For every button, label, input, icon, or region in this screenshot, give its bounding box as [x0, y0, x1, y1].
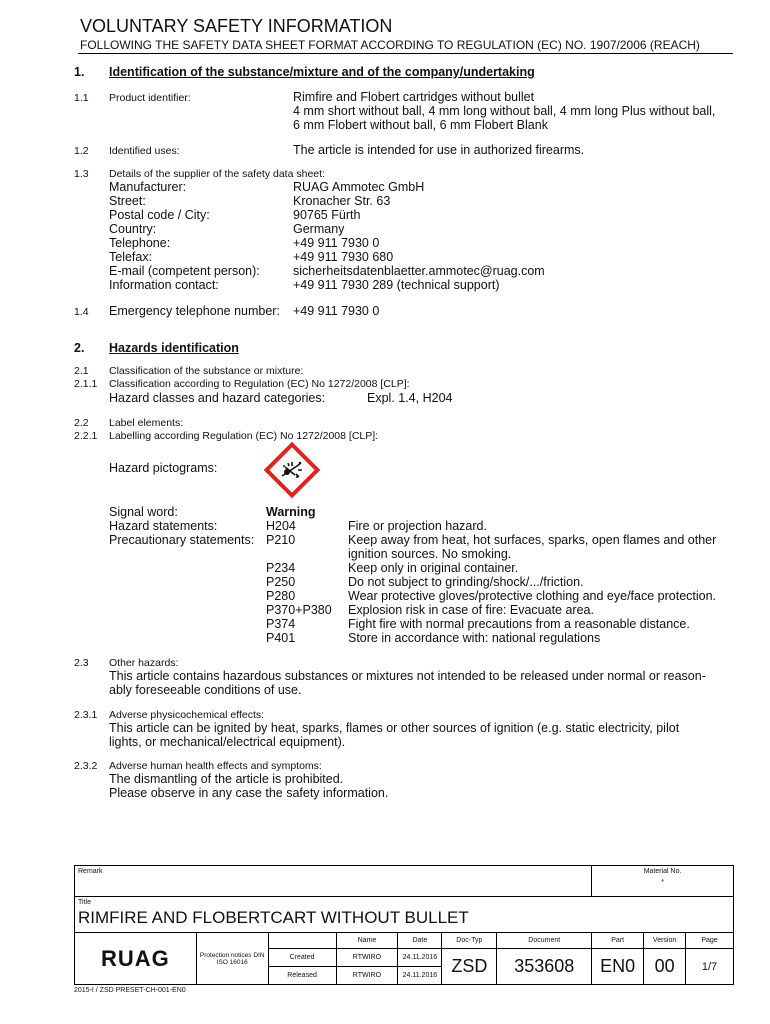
explosive-pictogram-icon: [262, 440, 322, 500]
statement-text: Keep away from heat, hot surfaces, sparks, open flames and other: [348, 533, 717, 547]
supplier-value: 90765 Fürth: [293, 208, 361, 222]
p11-number: 1.1: [74, 92, 89, 104]
col-part: Part: [592, 933, 644, 949]
title-label: Title: [78, 899, 91, 906]
col-name: Name: [336, 933, 398, 949]
title-cell: [75, 897, 734, 933]
remark-label: Remark: [78, 868, 103, 875]
p221-number: 2.2.1: [74, 430, 98, 442]
p232-number: 2.3.2: [74, 760, 98, 772]
supplier-email: sicherheitsdatenblaetter.ammotec@ruag.com: [293, 264, 545, 278]
hazard-statements-label: Hazard statements:: [109, 519, 218, 533]
hazard-class-value: Expl. 1.4, H204: [367, 391, 453, 405]
supplier-label: Manufacturer:: [109, 180, 187, 194]
material-value: *: [661, 879, 664, 886]
protection-notice: Protection notices DIN ISO 16016: [196, 933, 268, 985]
precautionary-statements-label: Precautionary statements:: [109, 533, 255, 547]
p11-value-line: 6 mm Flobert without ball, 6 mm Flobert Blank: [293, 118, 548, 132]
supplier-label: Information contact:: [109, 278, 219, 292]
p221-label: Labelling according Regulation (EC) No 1272/2008 [CLP]:: [109, 430, 379, 442]
p13-label: Details of the supplier of the safety data sheet:: [109, 168, 325, 180]
p23-text-line: This article contains hazardous substances or mixtures not intended to be released under normal or reason-: [109, 669, 706, 683]
remark-cell: [75, 866, 592, 897]
p11-value-line: 4 mm short without ball, 4 mm long without ball, 4 mm long Plus without ball,: [293, 104, 716, 118]
statement-code: P374: [266, 617, 296, 631]
supplier-label: E-mail (competent person):: [109, 264, 260, 278]
statement-code: P210: [266, 533, 296, 547]
p22-number: 2.2: [74, 417, 89, 429]
p232-text-line: Please observe in any case the safety information.: [109, 786, 389, 800]
statement-code: P234: [266, 561, 296, 575]
logo-cell: [75, 933, 197, 985]
supplier-value: RUAG Ammotec GmbH: [293, 180, 425, 194]
p232-label: Adverse human health effects and symptoms:: [109, 760, 322, 772]
section-2-number: 2.: [74, 341, 85, 355]
statement-text: Keep only in original container.: [348, 561, 519, 575]
p231-label: Adverse physicochemical effects:: [109, 709, 265, 721]
released-name: RTWIRO: [336, 967, 398, 985]
col-page: Page: [686, 933, 734, 949]
p23-number: 2.3: [74, 657, 89, 669]
supplier-label: Country:: [109, 222, 157, 236]
p12-number: 1.2: [74, 145, 89, 157]
statement-text: ignition sources. No smoking.: [348, 547, 512, 561]
p11-value-line: Rimfire and Flobert cartridges without bullet: [293, 90, 535, 104]
statement-code: P250: [266, 575, 296, 589]
hazard-class-label: Hazard classes and hazard categories:: [109, 391, 326, 405]
section-1-number: 1.: [74, 65, 85, 79]
statement-text: Wear protective gloves/protective clothing and eye/face protection.: [348, 589, 717, 603]
document-number: 353608: [497, 949, 592, 985]
col-document: Document: [497, 933, 592, 949]
statement-code: P401: [266, 631, 296, 645]
supplier-label: Postal code / City:: [109, 208, 210, 222]
footer-title: RIMFIRE AND FLOBERTCART WITHOUT BULLET: [78, 908, 469, 927]
p12-label: Identified uses:: [109, 145, 180, 157]
p12-value: The article is intended for use in authorized firearms.: [293, 143, 585, 157]
p21-label: Classification of the substance or mixture:: [109, 365, 304, 377]
statement-text: Do not subject to grinding/shock/.../friction.: [348, 575, 584, 589]
section-2-heading: Hazards identification: [109, 341, 239, 355]
part-value: EN0: [592, 949, 644, 985]
p231-text-line: This article can be ignited by heat, sparks, flames or other sources of ignition (e.g. static electricity, pilot: [109, 721, 680, 735]
supplier-value: +49 911 7930 680: [293, 250, 394, 264]
p231-text-line: lights, or mechanical/electrical equipment).: [109, 735, 346, 749]
p232-text-line: The dismantling of the article is prohibited.: [109, 772, 344, 786]
p211-number: 2.1.1: [74, 378, 98, 390]
statement-code: H204: [266, 519, 296, 533]
section-1-heading: Identification of the substance/mixture and of the company/undertaking: [109, 65, 535, 79]
col-doctyp: Doc-Typ: [442, 933, 497, 949]
created-name: RTWIRO: [336, 949, 398, 967]
p22-label: Label elements:: [109, 417, 184, 429]
material-cell: [592, 866, 734, 897]
col-version: Version: [644, 933, 686, 949]
statement-code: P370+P380: [266, 603, 332, 617]
ruag-logo: RUAG: [101, 945, 170, 971]
created-date: 24.11.2016: [398, 949, 442, 967]
statement-text: Store in accordance with: national regulations: [348, 631, 601, 645]
version-value: 00: [644, 949, 686, 985]
p23-text-line: ably foreseeable conditions of use.: [109, 683, 302, 697]
supplier-value: Kronacher Str. 63: [293, 194, 391, 208]
p14-label: Emergency telephone number:: [109, 304, 280, 318]
supplier-label: Telephone:: [109, 236, 171, 250]
p23-label: Other hazards:: [109, 657, 179, 669]
p14-number: 1.4: [74, 306, 89, 318]
supplier-label: Telefax:: [109, 250, 153, 264]
form-code: 2015-I / ZSD PRESET-CH-001-EN0: [74, 987, 186, 994]
statement-text: Fight fire with normal precautions from a reasonable distance.: [348, 617, 690, 631]
statement-text: Fire or projection hazard.: [348, 519, 487, 533]
created-label: Created: [268, 949, 336, 967]
page-number: 1/7: [686, 949, 734, 985]
supplier-value: Germany: [293, 222, 345, 236]
supplier-value: +49 911 7930 289 (technical support): [293, 278, 500, 292]
statement-code: P280: [266, 589, 296, 603]
p11-label: Product identifier:: [109, 92, 191, 104]
p21-number: 2.1: [74, 365, 89, 377]
pictograms-label: Hazard pictograms:: [109, 461, 218, 475]
p231-number: 2.3.1: [74, 709, 98, 721]
released-date: 24.11.2016: [398, 967, 442, 985]
p13-number: 1.3: [74, 168, 89, 180]
material-label: Material No.: [643, 868, 682, 875]
signal-word-label: Signal word:: [109, 505, 178, 519]
col-date: Date: [398, 933, 442, 949]
signal-word-value: Warning: [266, 505, 316, 519]
title-block: [74, 865, 734, 985]
doc-type-value: ZSD: [442, 949, 497, 985]
header-rule: [78, 53, 733, 54]
released-label: Released: [268, 967, 336, 985]
supplier-label: Street:: [109, 194, 146, 208]
supplier-value: +49 911 7930 0: [293, 236, 380, 250]
document-subtitle: FOLLOWING THE SAFETY DATA SHEET FORMAT ACCORDING TO REGULATION (EC) NO. 1907/2006 (REACH): [80, 38, 700, 52]
p14-value: +49 911 7930 0: [293, 304, 380, 318]
statement-text: Explosion risk in case of fire: Evacuate area.: [348, 603, 594, 617]
document-title: VOLUNTARY SAFETY INFORMATION: [80, 16, 393, 36]
p211-label: Classification according to Regulation (EC) No 1272/2008 [CLP]:: [109, 378, 410, 390]
